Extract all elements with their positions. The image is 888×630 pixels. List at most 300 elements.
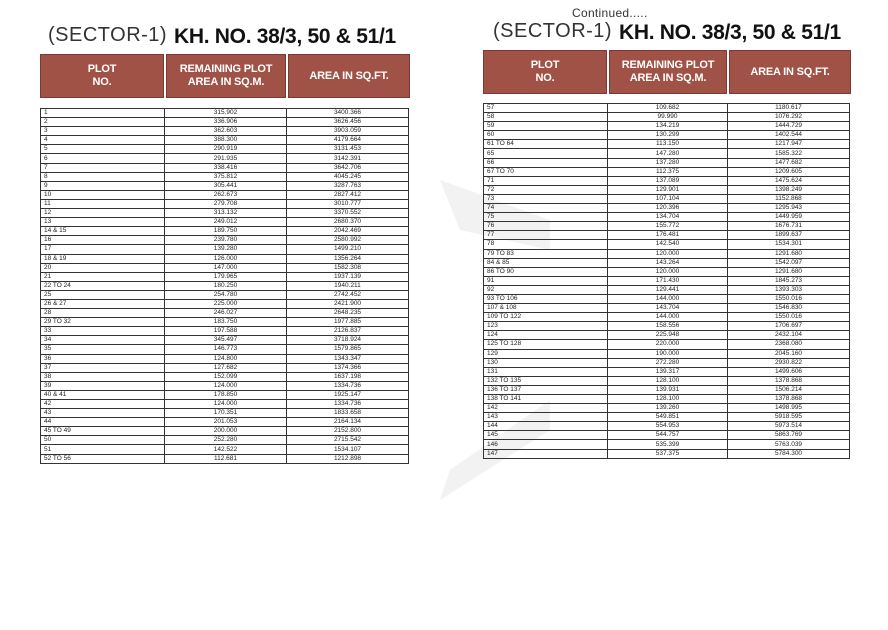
header-area-sqm: REMAINING PLOT AREA IN SQ.M. <box>166 54 286 98</box>
plot-no-cell: 76 <box>484 222 608 231</box>
area-sqm-cell: 109.682 <box>608 104 728 113</box>
table-row <box>484 395 850 404</box>
area-sqft-cell: 2421.900 <box>287 299 409 308</box>
plot-no-cell: 52 TO 56 <box>41 454 165 463</box>
area-sqm-cell: 201.053 <box>165 418 287 427</box>
plot-no-cell: 25 <box>41 290 165 299</box>
table-row <box>41 409 409 418</box>
plot-no-cell: 146 <box>484 440 608 449</box>
area-sqft-cell: 2715.542 <box>287 436 409 445</box>
plot-no-cell: 138 TO 141 <box>484 395 608 404</box>
area-sqft-cell: 1475.624 <box>728 176 850 185</box>
area-sqft-cell: 1676.731 <box>728 222 850 231</box>
area-sqft-cell: 1295.943 <box>728 204 850 213</box>
plot-no-cell: 43 <box>41 409 165 418</box>
area-sqm-cell: 200.000 <box>165 427 287 436</box>
plot-no-cell: 92 <box>484 285 608 294</box>
plot-no-cell: 29 TO 32 <box>41 318 165 327</box>
khasra-number: KH. NO. 38/3, 50 & 51/1 <box>619 21 841 44</box>
table-row <box>41 454 409 463</box>
table-row <box>484 340 850 349</box>
area-sqft-cell: 1291.680 <box>728 267 850 276</box>
area-sqm-cell: 113.150 <box>608 140 728 149</box>
header-area-sqft: AREA IN SQ.FT. <box>729 50 851 94</box>
area-sqft-cell: 1076.292 <box>728 113 850 122</box>
area-sqft-cell: 1291.680 <box>728 249 850 258</box>
plot-no-cell: 84 & 85 <box>484 258 608 267</box>
area-sqm-cell: 124.000 <box>165 400 287 409</box>
area-sqm-cell: 388.300 <box>165 136 287 145</box>
plot-no-cell: 38 <box>41 372 165 381</box>
table-row <box>484 376 850 385</box>
area-sqm-cell: 375.812 <box>165 172 287 181</box>
plot-no-cell: 75 <box>484 213 608 222</box>
header-plot-no: PLOT NO. <box>40 54 164 98</box>
plot-table-left <box>40 108 409 464</box>
area-sqft-cell: 1378.868 <box>728 395 850 404</box>
area-sqm-cell: 130.299 <box>608 131 728 140</box>
area-sqm-cell: 127.682 <box>165 363 287 372</box>
continued-label: Continued..... <box>572 6 648 20</box>
area-sqm-cell: 225.000 <box>165 299 287 308</box>
area-sqft-cell: 2042.469 <box>287 227 409 236</box>
area-sqm-cell: 197.588 <box>165 327 287 336</box>
area-sqft-cell: 1585.322 <box>728 149 850 158</box>
area-sqft-cell: 2152.800 <box>287 427 409 436</box>
area-sqm-cell: 554.953 <box>608 422 728 431</box>
area-sqft-cell: 1925.147 <box>287 390 409 399</box>
area-sqft-cell: 1378.868 <box>728 376 850 385</box>
area-sqm-cell: 336.906 <box>165 118 287 127</box>
plot-no-cell: 144 <box>484 422 608 431</box>
area-sqm-cell: 139.317 <box>608 367 728 376</box>
area-sqm-cell: 124.000 <box>165 381 287 390</box>
area-sqm-cell: 246.027 <box>165 309 287 318</box>
plot-no-cell: 74 <box>484 204 608 213</box>
table-row <box>484 231 850 240</box>
header-plot-no: PLOT NO. <box>483 50 607 94</box>
area-sqft-cell: 1180.617 <box>728 104 850 113</box>
plot-no-cell: 72 <box>484 185 608 194</box>
table-row <box>41 354 409 363</box>
area-sqm-cell: 179.965 <box>165 272 287 281</box>
table-row <box>41 136 409 145</box>
area-sqft-cell: 3131.453 <box>287 145 409 154</box>
table-row <box>41 209 409 218</box>
area-sqm-cell: 362.603 <box>165 127 287 136</box>
table-row <box>484 413 850 422</box>
area-sqft-cell: 1217.947 <box>728 140 850 149</box>
area-sqm-cell: 239.780 <box>165 236 287 245</box>
area-sqft-cell: 2164.134 <box>287 418 409 427</box>
area-sqft-cell: 5973.514 <box>728 422 850 431</box>
plot-no-cell: 58 <box>484 113 608 122</box>
plot-no-cell: 20 <box>41 263 165 272</box>
table-row <box>484 276 850 285</box>
table-row <box>41 309 409 318</box>
plot-no-cell: 73 <box>484 194 608 203</box>
table-row <box>484 367 850 376</box>
area-sqft-cell: 3287.763 <box>287 181 409 190</box>
area-sqft-cell: 1582.308 <box>287 263 409 272</box>
table-row <box>484 158 850 167</box>
plot-no-cell: 4 <box>41 136 165 145</box>
area-sqm-cell: 142.540 <box>608 240 728 249</box>
area-sqm-cell: 128.100 <box>608 376 728 385</box>
table-row <box>41 172 409 181</box>
table-row <box>484 140 850 149</box>
area-sqm-cell: 139.931 <box>608 385 728 394</box>
plot-no-cell: 109 TO 122 <box>484 313 608 322</box>
area-sqft-cell: 1550.016 <box>728 313 850 322</box>
area-sqm-cell: 152.099 <box>165 372 287 381</box>
table-row <box>41 372 409 381</box>
plot-no-cell: 143 <box>484 413 608 422</box>
plot-no-cell: 65 <box>484 149 608 158</box>
plot-no-cell: 145 <box>484 431 608 440</box>
area-sqft-cell: 1833.658 <box>287 409 409 418</box>
area-sqm-cell: 262.673 <box>165 190 287 199</box>
area-sqm-cell: 249.012 <box>165 218 287 227</box>
table-row <box>41 436 409 445</box>
table-row <box>41 181 409 190</box>
table-row <box>41 127 409 136</box>
table-header <box>40 54 410 98</box>
table-row <box>41 190 409 199</box>
area-sqft-cell: 1706.697 <box>728 322 850 331</box>
plot-no-cell: 10 <box>41 190 165 199</box>
area-sqm-cell: 120.000 <box>608 249 728 258</box>
area-sqm-cell: 158.556 <box>608 322 728 331</box>
plot-no-cell: 7 <box>41 163 165 172</box>
plot-no-cell: 44 <box>41 418 165 427</box>
plot-no-cell: 91 <box>484 276 608 285</box>
panel-title <box>40 24 410 52</box>
area-sqft-cell: 1152.868 <box>728 194 850 203</box>
area-sqm-cell: 137.089 <box>608 176 728 185</box>
area-sqft-cell: 2432.104 <box>728 331 850 340</box>
area-sqm-cell: 549.851 <box>608 413 728 422</box>
area-sqft-cell: 1499.606 <box>728 367 850 376</box>
area-sqft-cell: 1550.016 <box>728 294 850 303</box>
plot-no-cell: 45 TO 49 <box>41 427 165 436</box>
plot-no-cell: 6 <box>41 154 165 163</box>
table-row <box>484 113 850 122</box>
area-sqft-cell: 1398.249 <box>728 185 850 194</box>
area-sqm-cell: 139.260 <box>608 404 728 413</box>
table-row <box>41 199 409 208</box>
area-sqft-cell: 5763.039 <box>728 440 850 449</box>
area-sqm-cell: 124.800 <box>165 354 287 363</box>
plot-no-cell: 8 <box>41 172 165 181</box>
area-sqm-cell: 176.481 <box>608 231 728 240</box>
area-sqm-cell: 279.708 <box>165 199 287 208</box>
area-sqft-cell: 2680.370 <box>287 218 409 227</box>
area-sqft-cell: 3642.706 <box>287 163 409 172</box>
area-sqft-cell: 1546.830 <box>728 304 850 313</box>
area-sqm-cell: 272.280 <box>608 358 728 367</box>
plot-no-cell: 123 <box>484 322 608 331</box>
table-row <box>41 363 409 372</box>
table-row <box>484 431 850 440</box>
table-row <box>41 245 409 254</box>
plot-no-cell: 39 <box>41 381 165 390</box>
plot-no-cell: 125 TO 128 <box>484 340 608 349</box>
table-row <box>484 285 850 294</box>
area-sqm-cell: 537.375 <box>608 449 728 458</box>
area-sqm-cell: 291.935 <box>165 154 287 163</box>
plot-no-cell: 71 <box>484 176 608 185</box>
area-sqm-cell: 171.430 <box>608 276 728 285</box>
area-sqft-cell: 1498.995 <box>728 404 850 413</box>
area-sqm-cell: 107.104 <box>608 194 728 203</box>
area-sqft-cell: 1637.198 <box>287 372 409 381</box>
plot-no-cell: 107 & 108 <box>484 304 608 313</box>
table-row <box>41 336 409 345</box>
table-row <box>41 272 409 281</box>
plot-no-cell: 36 <box>41 354 165 363</box>
plot-no-cell: 2 <box>41 118 165 127</box>
table-row <box>41 318 409 327</box>
table-row <box>41 390 409 399</box>
area-sqm-cell: 112.375 <box>608 167 728 176</box>
area-sqft-cell: 2126.837 <box>287 327 409 336</box>
table-row <box>484 194 850 203</box>
area-sqm-cell: 178.850 <box>165 390 287 399</box>
area-sqm-cell: 147.280 <box>608 149 728 158</box>
area-sqft-cell: 2045.160 <box>728 349 850 358</box>
area-sqm-cell: 129.441 <box>608 285 728 294</box>
table-row <box>484 149 850 158</box>
table-row <box>484 404 850 413</box>
area-sqft-cell: 4045.245 <box>287 172 409 181</box>
area-sqft-cell: 2648.235 <box>287 309 409 318</box>
plot-no-cell: 42 <box>41 400 165 409</box>
table-row <box>484 304 850 313</box>
plot-no-cell: 86 TO 90 <box>484 267 608 276</box>
plot-no-cell: 14 & 15 <box>41 227 165 236</box>
area-sqft-cell: 3718.924 <box>287 336 409 345</box>
area-sqm-cell: 120.396 <box>608 204 728 213</box>
table-row <box>484 440 850 449</box>
area-sqm-cell: 146.773 <box>165 345 287 354</box>
table-row <box>484 349 850 358</box>
plot-no-cell: 5 <box>41 145 165 154</box>
table-row <box>484 267 850 276</box>
table-header <box>483 50 851 94</box>
area-sqft-cell: 5918.595 <box>728 413 850 422</box>
area-sqft-cell: 1534.107 <box>287 445 409 454</box>
area-sqm-cell: 155.772 <box>608 222 728 231</box>
plot-no-cell: 22 TO 24 <box>41 281 165 290</box>
table-row <box>484 331 850 340</box>
table-row <box>41 254 409 263</box>
plot-no-cell: 16 <box>41 236 165 245</box>
table-row <box>41 345 409 354</box>
plot-no-cell: 17 <box>41 245 165 254</box>
area-sqft-cell: 1402.544 <box>728 131 850 140</box>
table-row <box>484 213 850 222</box>
area-sqm-cell: 338.416 <box>165 163 287 172</box>
area-sqm-cell: 225.948 <box>608 331 728 340</box>
area-sqft-cell: 1940.211 <box>287 281 409 290</box>
plot-no-cell: 93 TO 106 <box>484 294 608 303</box>
area-sqft-cell: 1579.865 <box>287 345 409 354</box>
area-sqft-cell: 1334.736 <box>287 400 409 409</box>
plot-no-cell: 13 <box>41 218 165 227</box>
area-sqm-cell: 190.000 <box>608 349 728 358</box>
plot-no-cell: 60 <box>484 131 608 140</box>
table-row <box>41 263 409 272</box>
area-sqft-cell: 1444.729 <box>728 122 850 131</box>
plot-no-cell: 131 <box>484 367 608 376</box>
area-sqm-cell: 252.280 <box>165 436 287 445</box>
plot-no-cell: 130 <box>484 358 608 367</box>
area-sqm-cell: 143.704 <box>608 304 728 313</box>
plot-no-cell: 21 <box>41 272 165 281</box>
area-sqft-cell: 1356.264 <box>287 254 409 263</box>
area-sqm-cell: 134.219 <box>608 122 728 131</box>
table-row <box>41 418 409 427</box>
area-sqm-cell: 129.901 <box>608 185 728 194</box>
plot-no-cell: 35 <box>41 345 165 354</box>
area-sqft-cell: 1506.214 <box>728 385 850 394</box>
area-sqm-cell: 147.000 <box>165 263 287 272</box>
table-row <box>484 385 850 394</box>
header-area-sqft: AREA IN SQ.FT. <box>288 54 410 98</box>
plot-no-cell: 132 TO 135 <box>484 376 608 385</box>
table-row <box>41 400 409 409</box>
area-sqft-cell: 1937.139 <box>287 272 409 281</box>
table-row <box>484 204 850 213</box>
table-row <box>41 445 409 454</box>
table-row <box>41 427 409 436</box>
table-row <box>484 222 850 231</box>
area-sqft-cell: 2580.992 <box>287 236 409 245</box>
area-sqft-cell: 1477.682 <box>728 158 850 167</box>
area-sqm-cell: 142.522 <box>165 445 287 454</box>
table-row <box>41 163 409 172</box>
table-row <box>41 145 409 154</box>
area-sqm-cell: 544.757 <box>608 431 728 440</box>
table-row <box>484 258 850 267</box>
plot-no-cell: 37 <box>41 363 165 372</box>
area-sqft-cell: 1899.637 <box>728 231 850 240</box>
area-sqft-cell: 1209.605 <box>728 167 850 176</box>
area-sqm-cell: 315.902 <box>165 109 287 118</box>
right-panel <box>483 6 851 459</box>
plot-no-cell: 78 <box>484 240 608 249</box>
table-row <box>484 358 850 367</box>
plot-no-cell: 124 <box>484 331 608 340</box>
area-sqm-cell: 170.351 <box>165 409 287 418</box>
table-row <box>41 290 409 299</box>
area-sqft-cell: 1542.097 <box>728 258 850 267</box>
area-sqft-cell: 1343.347 <box>287 354 409 363</box>
area-sqm-cell: 120.000 <box>608 267 728 276</box>
table-row <box>41 281 409 290</box>
table-row <box>484 104 850 113</box>
area-sqm-cell: 189.750 <box>165 227 287 236</box>
area-sqft-cell: 1845.273 <box>728 276 850 285</box>
table-row <box>41 327 409 336</box>
plot-no-cell: 61 TO 64 <box>484 140 608 149</box>
plot-no-cell: 59 <box>484 122 608 131</box>
table-row <box>41 299 409 308</box>
area-sqft-cell: 3010.777 <box>287 199 409 208</box>
table-row <box>484 131 850 140</box>
area-sqm-cell: 144.000 <box>608 294 728 303</box>
table-row <box>484 422 850 431</box>
panel-title <box>483 20 851 48</box>
table-row <box>484 313 850 322</box>
plot-no-cell: 40 & 41 <box>41 390 165 399</box>
area-sqft-cell: 1499.210 <box>287 245 409 254</box>
plot-no-cell: 1 <box>41 109 165 118</box>
area-sqm-cell: 143.264 <box>608 258 728 267</box>
area-sqm-cell: 254.780 <box>165 290 287 299</box>
table-row <box>41 236 409 245</box>
plot-no-cell: 11 <box>41 199 165 208</box>
plot-no-cell: 33 <box>41 327 165 336</box>
area-sqm-cell: 112.681 <box>165 454 287 463</box>
area-sqft-cell: 1534.301 <box>728 240 850 249</box>
area-sqm-cell: 345.497 <box>165 336 287 345</box>
area-sqm-cell: 220.000 <box>608 340 728 349</box>
area-sqm-cell: 99.990 <box>608 113 728 122</box>
area-sqft-cell: 1449.959 <box>728 213 850 222</box>
table-row <box>484 294 850 303</box>
area-sqm-cell: 137.280 <box>608 158 728 167</box>
table-row <box>484 185 850 194</box>
area-sqft-cell: 2368.080 <box>728 340 850 349</box>
area-sqm-cell: 139.280 <box>165 245 287 254</box>
plot-no-cell: 66 <box>484 158 608 167</box>
sector-label: (SECTOR-1) <box>493 20 613 42</box>
left-panel <box>40 24 410 464</box>
plot-no-cell: 142 <box>484 404 608 413</box>
area-sqft-cell: 5863.769 <box>728 431 850 440</box>
area-sqft-cell: 1393.303 <box>728 285 850 294</box>
plot-no-cell: 147 <box>484 449 608 458</box>
area-sqft-cell: 1212.898 <box>287 454 409 463</box>
table-row <box>484 322 850 331</box>
plot-no-cell: 28 <box>41 309 165 318</box>
plot-no-cell: 136 TO 137 <box>484 385 608 394</box>
area-sqm-cell: 128.100 <box>608 395 728 404</box>
table-row <box>41 218 409 227</box>
area-sqm-cell: 305.441 <box>165 181 287 190</box>
area-sqm-cell: 134.704 <box>608 213 728 222</box>
plot-no-cell: 129 <box>484 349 608 358</box>
table-row <box>484 167 850 176</box>
table-row <box>484 240 850 249</box>
area-sqft-cell: 3142.391 <box>287 154 409 163</box>
area-sqft-cell: 1334.736 <box>287 381 409 390</box>
table-row <box>41 118 409 127</box>
area-sqm-cell: 126.000 <box>165 254 287 263</box>
table-row <box>41 154 409 163</box>
header-area-sqm: REMAINING PLOT AREA IN SQ.M. <box>609 50 727 94</box>
plot-no-cell: 57 <box>484 104 608 113</box>
plot-no-cell: 77 <box>484 231 608 240</box>
plot-no-cell: 79 TO 83 <box>484 249 608 258</box>
area-sqft-cell: 2930.822 <box>728 358 850 367</box>
sector-label: (SECTOR-1) <box>48 24 168 46</box>
area-sqft-cell: 3903.059 <box>287 127 409 136</box>
table-row <box>41 109 409 118</box>
plot-no-cell: 9 <box>41 181 165 190</box>
